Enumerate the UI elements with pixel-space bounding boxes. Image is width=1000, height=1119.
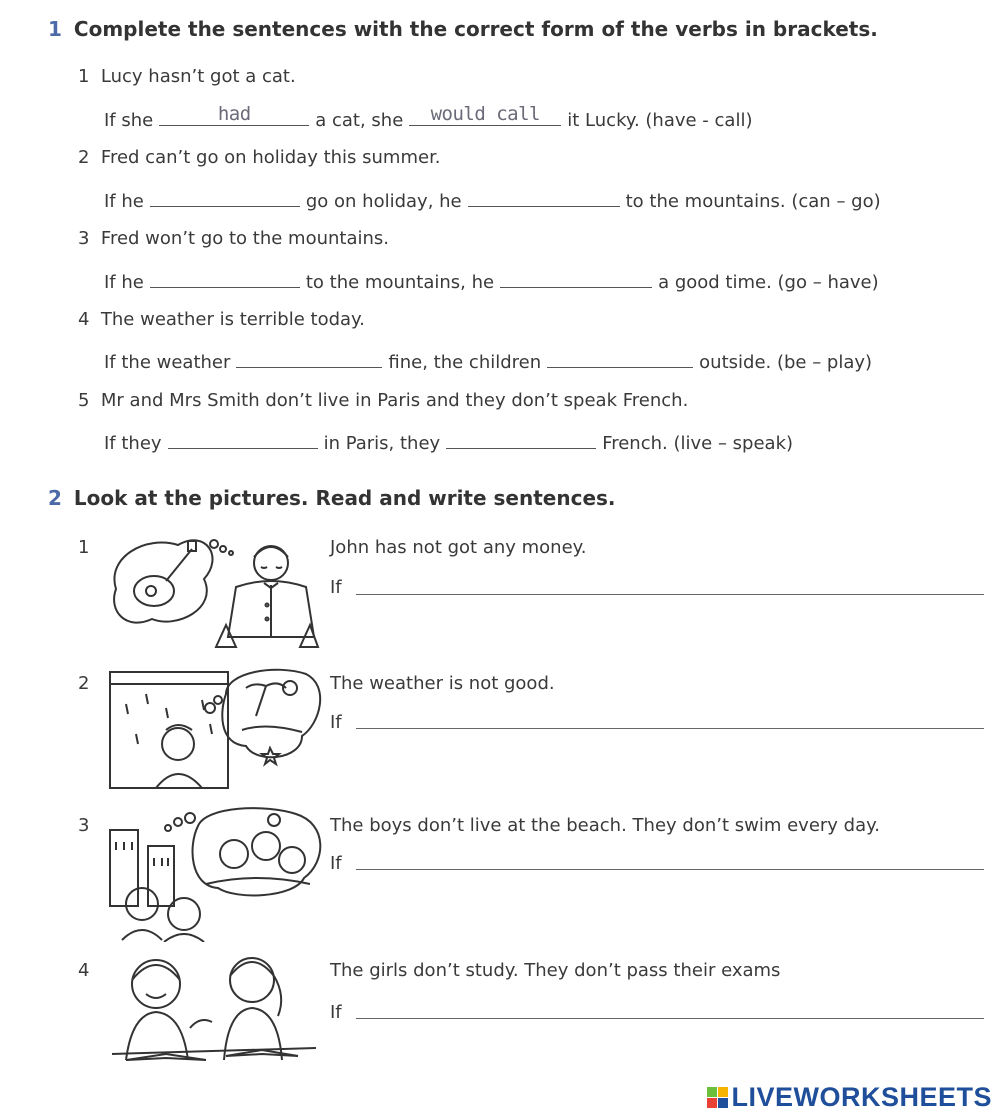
answer-blank-1[interactable] <box>236 349 382 368</box>
answer-blank-2[interactable] <box>468 188 620 207</box>
item-situation: 4 The weather is terrible today. <box>78 309 365 330</box>
picture-prompt: The girls don’t study. They don’t pass their exams <box>330 960 781 981</box>
item-situation: 1 Lucy hasn’t got a cat. <box>78 66 296 87</box>
picture-number: 3 <box>78 815 90 836</box>
logo-mark-square <box>718 1098 728 1108</box>
logo-mark <box>707 1087 728 1108</box>
logo-mark-square <box>707 1098 717 1108</box>
item-sentence: If the weather fine, the children outside. (be – play) <box>104 349 872 373</box>
answer-blank-2[interactable]: would call <box>409 107 561 126</box>
answer-blank-2[interactable] <box>446 430 596 449</box>
exercise2-instruction: Look at the pictures. Read and write sentences. <box>73 486 616 510</box>
picture-john-dreaming-guitar <box>106 527 324 652</box>
picture-rainy-window <box>106 664 324 792</box>
item-situation: 5 Mr and Mrs Smith don’t live in Paris and they don’t speak French. <box>78 390 689 411</box>
item-situation: 2 Fred can’t go on holiday this summer. <box>78 147 441 168</box>
answer-blank-2[interactable] <box>500 269 652 288</box>
picture-prompt: The boys don’t live at the beach. They don’t swim every day. <box>330 815 880 836</box>
answer-line[interactable] <box>356 869 984 870</box>
picture-girls-chatting <box>106 950 324 1080</box>
if-label: If <box>330 712 342 733</box>
answer-blank-1[interactable] <box>150 188 300 207</box>
if-label: If <box>330 1002 342 1023</box>
answer-blank-1[interactable] <box>150 269 300 288</box>
picture-boys-dreaming-beach <box>106 806 324 942</box>
picture-number: 1 <box>78 537 90 558</box>
item-sentence: If she had a cat, she would call it Lucky. (have - call) <box>104 103 753 131</box>
answer-line[interactable] <box>356 1018 984 1019</box>
liveworksheets-logo <box>707 1082 992 1113</box>
if-label: If <box>330 853 342 874</box>
item-situation: 3 Fred won’t go to the mountains. <box>78 228 389 249</box>
answer-blank-1[interactable]: had <box>159 107 309 126</box>
answer-line[interactable] <box>356 594 984 595</box>
item-sentence: If they in Paris, they French. (live – speak) <box>104 430 793 454</box>
exercise2-heading <box>48 486 616 510</box>
logo-text: LIVEWORKSHEETS <box>731 1082 992 1112</box>
answer-blank-1[interactable] <box>168 430 318 449</box>
logo-mark-square <box>707 1087 717 1097</box>
answer-line[interactable] <box>356 728 984 729</box>
picture-prompt: John has not got any money. <box>330 537 587 558</box>
item-sentence: If he to the mountains, he a good time. (go – have) <box>104 269 879 293</box>
picture-prompt: The weather is not good. <box>330 673 555 694</box>
logo-mark-square <box>718 1087 728 1097</box>
picture-number: 2 <box>78 673 90 694</box>
if-label: If <box>330 577 342 598</box>
picture-number: 4 <box>78 960 90 981</box>
exercise1-number: 1 <box>48 17 62 41</box>
exercise1-instruction: Complete the sentences with the correct form of the verbs in brackets. <box>73 17 878 41</box>
answer-blank-2[interactable] <box>547 349 693 368</box>
item-sentence: If he go on holiday, he to the mountains. (can – go) <box>104 188 881 212</box>
exercise2-number: 2 <box>48 486 62 510</box>
exercise1-heading <box>48 17 878 41</box>
